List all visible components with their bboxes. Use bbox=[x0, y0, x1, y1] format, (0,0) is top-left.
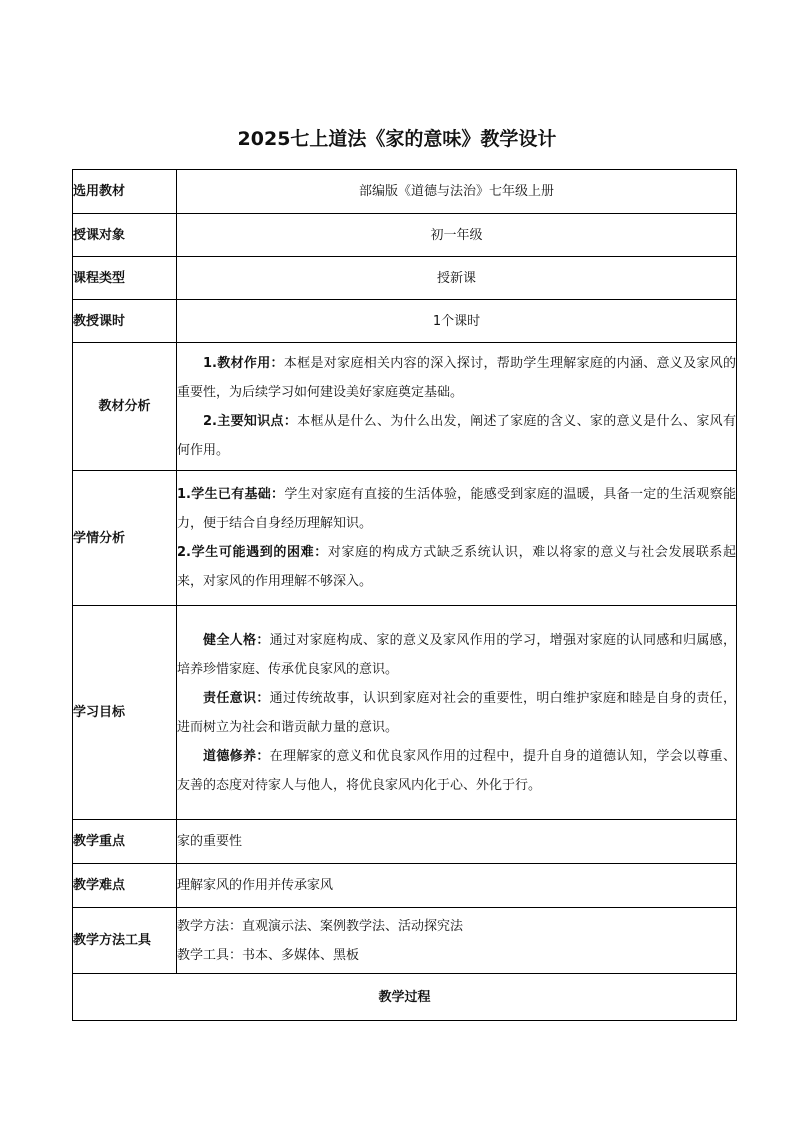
row-label-difficulty: 教学难点 bbox=[73, 864, 177, 908]
learners-text: 学生对家庭有直接的生活体验，能感受到家庭的温暖，具备一定的生活观察能力，便于结合自身经历理解知识。 bbox=[177, 487, 736, 531]
row-label-analysis: 教材分析 bbox=[73, 343, 177, 471]
goals-paragraph bbox=[177, 684, 736, 742]
goals-text: 通过传统故事，认识到家庭对社会的重要性，明白维护家庭和睦是自身的责任，进而树立为社会和谐贡献力量的意识。 bbox=[177, 690, 736, 735]
row-value-textbook: 部编版《道德与法治》七年级上册 bbox=[177, 170, 737, 214]
goals-paragraph bbox=[177, 742, 736, 800]
goals-heading: 道德修养： bbox=[203, 748, 270, 764]
row-label-hours: 教授课时 bbox=[73, 300, 177, 343]
document-title: 2025七上道法《家的意味》教学设计 bbox=[237, 128, 557, 150]
row-label-learners: 学情分析 bbox=[73, 471, 177, 606]
lesson-plan-table bbox=[72, 169, 737, 1021]
row-label-audience: 授课对象 bbox=[73, 214, 177, 257]
section-heading-process: 教学过程 bbox=[73, 974, 737, 1021]
row-label-methods: 教学方法工具 bbox=[73, 908, 177, 974]
row-label-goals: 学习目标 bbox=[73, 606, 177, 820]
goals-text: 在理解家的意义和优良家风作用的过程中，提升自身的道德认知，学会以尊重、友善的态度对待家人与他人，将优良家风内化于心、外化于行。 bbox=[177, 748, 736, 793]
analysis-text: 本框从是什么、为什么出发，阐述了家庭的含义、家的意义是什么、家风有何作用。 bbox=[177, 413, 736, 458]
row-label-key: 教学重点 bbox=[73, 820, 177, 864]
row-label-type: 课程类型 bbox=[73, 257, 177, 300]
table-row bbox=[73, 471, 737, 606]
methods-line: 教学方法：直观演示法、案例教学法、活动探究法 bbox=[177, 918, 464, 934]
table-row bbox=[73, 300, 737, 343]
goals-paragraph bbox=[177, 626, 736, 684]
table-row bbox=[73, 214, 737, 257]
table-row bbox=[73, 343, 737, 471]
learners-paragraph bbox=[177, 480, 736, 538]
analysis-text: 本框是对家庭相关内容的深入探讨，帮助学生理解家庭的内涵、意义及家风的重要性，为后续学习如何建设美好家庭奠定基础。 bbox=[177, 355, 736, 400]
goals-heading: 责任意识： bbox=[203, 690, 270, 706]
goals-text: 通过对家庭构成、家的意义及家风作用的学习，增强对家庭的认同感和归属感，培养珍惜家庭、传承优良家风的意识。 bbox=[177, 632, 736, 677]
row-value-analysis bbox=[177, 343, 737, 471]
goals-heading: 健全人格： bbox=[203, 632, 270, 648]
row-value-hours: 1个课时 bbox=[177, 300, 737, 343]
table-row bbox=[73, 820, 737, 864]
analysis-paragraph bbox=[177, 407, 736, 465]
row-value-audience: 初一年级 bbox=[177, 214, 737, 257]
row-value-type: 授新课 bbox=[177, 257, 737, 300]
row-value-methods bbox=[177, 908, 737, 974]
row-value-key: 家的重要性 bbox=[177, 820, 737, 864]
table-row bbox=[73, 974, 737, 1021]
analysis-heading: 2.主要知识点： bbox=[203, 413, 298, 429]
learners-paragraph bbox=[177, 538, 736, 596]
table-row bbox=[73, 606, 737, 820]
learners-heading: 2.学生可能遇到的困难： bbox=[177, 545, 328, 560]
methods-line: 教学工具：书本、多媒体、黑板 bbox=[177, 947, 360, 963]
row-value-difficulty: 理解家风的作用并传承家风 bbox=[177, 864, 737, 908]
row-value-goals bbox=[177, 606, 737, 820]
table-row bbox=[73, 908, 737, 974]
analysis-heading: 1.教材作用： bbox=[203, 355, 284, 371]
learners-text: 对家庭的构成方式缺乏系统认识，难以将家的意义与社会发展联系起来，对家风的作用理解不够深入。 bbox=[177, 545, 736, 589]
table-row bbox=[73, 864, 737, 908]
row-label-textbook: 选用教材 bbox=[73, 170, 177, 214]
row-value-learners bbox=[177, 471, 737, 606]
table-row bbox=[73, 170, 737, 214]
analysis-paragraph bbox=[177, 349, 736, 407]
table-row bbox=[73, 257, 737, 300]
learners-heading: 1.学生已有基础： bbox=[177, 487, 285, 502]
